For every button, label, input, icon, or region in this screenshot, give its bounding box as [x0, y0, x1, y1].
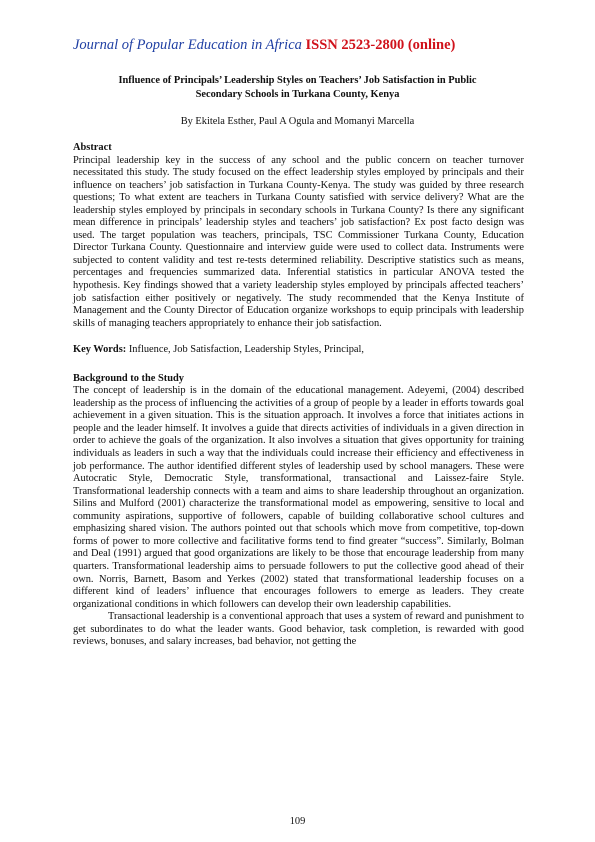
- journal-issn: ISSN 2523-2800 (online): [305, 37, 456, 53]
- page-number: 109: [289, 816, 306, 827]
- paper-title: [80, 74, 515, 102]
- paper-title-line1: Influence of Principals’ Leadership Styles on Teachers’ Job Satisfaction in Public: [118, 75, 477, 86]
- paper-authors: By Ekitela Esther, Paul A Ogula and Momanyi Marcella: [180, 116, 415, 127]
- paper-title-line2: Secondary Schools in Turkana County, Kenya: [195, 89, 400, 100]
- abstract-text: Principal leadership key in the success of any school and the public concern on teacher turnover necessitated this study. The study focused on the effect leadership styles employed by principals and their influence on teachers’ job satisfaction in Turkana County-Kenya. The study was guided by three research questions; To what extent are teachers in Turkana County satisfied with service delivery? What are the leadership styles employed by principals in secondary schools in Turkana County? Is there any significant mean difference in principals’ leadership styles and teachers’ job satisfaction? Ex post facto design was used. The target population was teachers, principals, TSC Commissioner Turkana County, Education Director Turkana County. Questionnaire and interview guide were used to collect data. Instruments were subjected to content validity and test re-tests determined reliability. Descriptive statistics such as means, percentages and frequencies summarized data. Inferential statistics in particular ANOVA tested the hypothesis. Key findings showed that a variety leadership styles employed by principals affected teachers’ job satisfaction either positively or negatively. The study recommended that the Kenya Institute of Management and the County Director of Education organize workshops to equip principals with leadership skills of managing teachers appropriately to enhance their job satisfaction.: [73, 154, 524, 329]
- keywords-label: Key Words:: [73, 344, 127, 356]
- background-heading: Background to the Study: [73, 372, 184, 384]
- background-paragraph-2: Transactional leadership is a conventional approach that uses a system of reward and punishment to get subordinates to do what the leader wants. Good behavior, task completion, is rewarded with good reviews, bonuses, and salary increases, bad behavior, not getting the: [73, 611, 524, 648]
- paper-body: [73, 142, 524, 649]
- background-paragraph-1: The concept of leadership is in the domain of the educational management. Adeyemi, (2004) described leadership as the process of influencing the activities of a group of people by a leader in efforts towards goal achievement in a given situation. This is the situation approach. It involves a force that initiates actions in people and the leader himself. It involves a guide that directs activities of individuals in a given direction in order to achieve the goals of the organization. It also involves a situation that gives opportunity for training individuals as leaders in such a way that the individuals could increase their efficiency and effectiveness in job performance. The author identified different styles of leadership used by school managers. These were Autocratic Style, Democratic Style, transformational, transactional and Laissez-faire Style. Transformational leadership connects with a team and aims to share leadership throughout an organization. Silins and Mulford (2001) characterize the transformational model as empowering, sensitive to local and community aspirations, supportive of followers, capable of building collaborative school cultures and emphasizing shared vision. The authors pointed out that schools which move from competitive, top-down forms of power to more collective and facilitative forms tend to find greater “success”. Similarly, Bolman and Deal (1991) argued that good organizations are likely to be those that encourage leadership from many quarters. Transformational leadership aims to persuade followers to put the collective good ahead of their own. Norris, Barnett, Basom and Yerkes (2002) stated that transformational leadership focuses on a different kind of leaders’ influence that encourages followers to emerge as leaders. They create organizational conditions in which followers can develop their own leadership capabilities.: [73, 385, 524, 610]
- keywords-text: Influence, Job Satisfaction, Leadership Styles, Principal,: [128, 344, 365, 356]
- journal-header: [73, 37, 553, 54]
- abstract-heading: Abstract: [73, 142, 112, 153]
- journal-name: Journal of Popular Education in Africa: [73, 37, 302, 53]
- keywords-line: [73, 344, 524, 357]
